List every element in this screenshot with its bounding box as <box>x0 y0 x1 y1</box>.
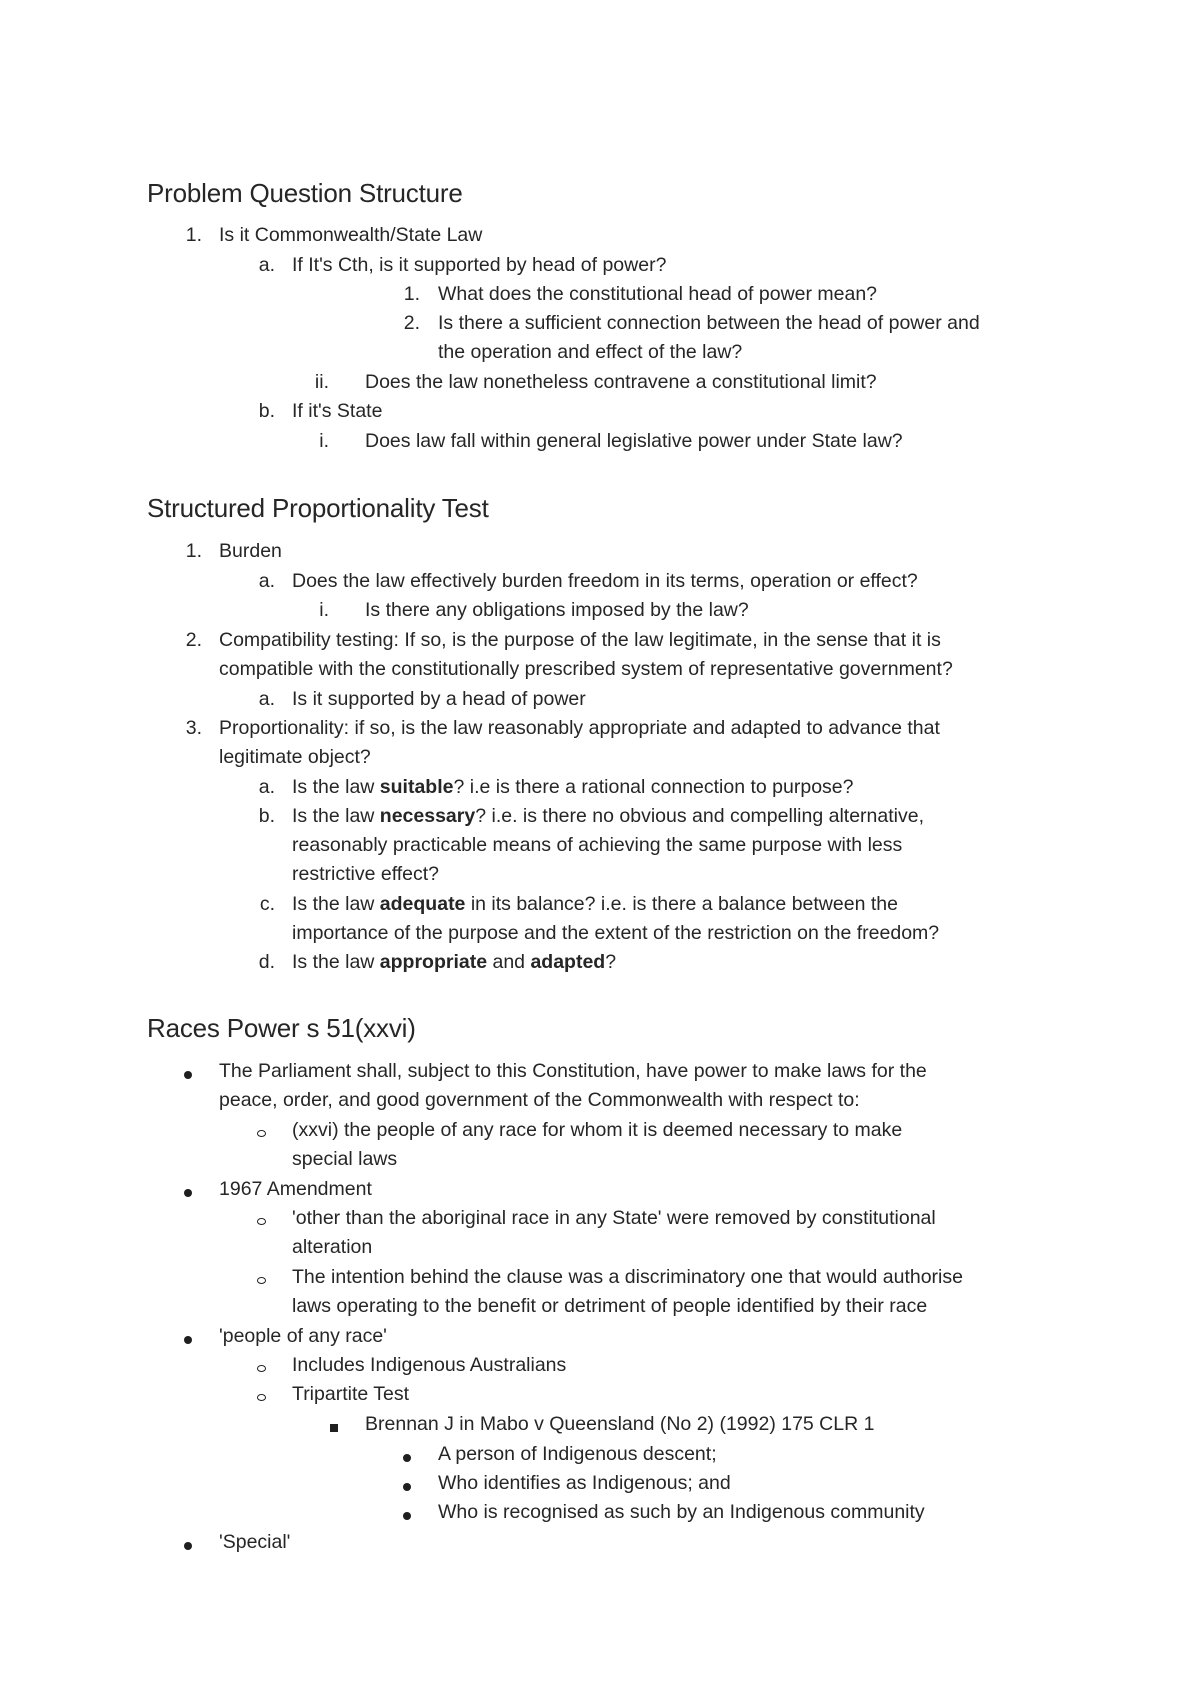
list-marker: b. <box>258 400 275 422</box>
list-marker: c. <box>259 893 275 915</box>
list-marker: 1. <box>185 540 202 562</box>
list-marker: a. <box>258 776 275 798</box>
list-item-continuation: peace, order, and good government of the Commonwealth with respect to: <box>219 1089 860 1111</box>
list-item-continuation: compatible with the constitutionally prescribed system of representative government? <box>219 658 953 680</box>
list-item: Proportionality: if so, is the law reasonably appropriate and adapted to advance that <box>219 717 940 739</box>
bullet-circle <box>257 1218 266 1225</box>
list-marker: b. <box>258 805 275 827</box>
list-item: 'Special' <box>219 1531 291 1553</box>
list-marker: 1. <box>185 224 202 246</box>
list-item: Is there any obligations imposed by the law? <box>365 599 749 621</box>
bullet-dot <box>184 1336 192 1344</box>
heading-structured-proportionality-test: Structured Proportionality Test <box>147 493 489 523</box>
bold-term: suitable <box>379 776 454 798</box>
bold-term: necessary <box>379 805 476 827</box>
bullet-dot <box>184 1071 192 1079</box>
list-item: If It's Cth, is it supported by head of power? <box>292 254 667 276</box>
list-marker: a. <box>258 570 275 592</box>
list-item: 1967 Amendment <box>219 1178 372 1200</box>
list-item: Is the law necessary? i.e. is there no obvious and compelling alternative, <box>292 805 924 827</box>
list-item: Burden <box>219 540 282 562</box>
list-item: Does the law nonetheless contravene a constitutional limit? <box>365 371 877 393</box>
list-item-continuation: special laws <box>292 1148 398 1170</box>
list-item-continuation: legitimate object? <box>219 746 371 768</box>
list-item: Includes Indigenous Australians <box>292 1354 567 1376</box>
bullet-dot <box>403 1512 411 1520</box>
list-marker: a. <box>258 688 275 710</box>
bullet-square <box>330 1424 338 1432</box>
list-item: If it's State <box>292 400 383 422</box>
list-item: 'other than the aboriginal race in any State' were removed by constitutional <box>292 1207 936 1229</box>
list-item: What does the constitutional head of power mean? <box>438 283 878 305</box>
bullet-dot <box>403 1483 411 1491</box>
bullet-circle <box>257 1365 266 1372</box>
list-marker: i. <box>319 430 329 452</box>
list-marker: ii. <box>314 371 329 393</box>
list-item: Compatibility testing: If so, is the purpose of the law legitimate, in the sense that it is <box>219 629 941 651</box>
list-item: Is the law suitable? i.e is there a rational connection to purpose? <box>292 776 854 798</box>
bold-term: adapted <box>530 951 606 973</box>
list-marker: 3. <box>185 717 202 739</box>
list-item-continuation: reasonably practicable means of achieving the same purpose with less <box>292 834 903 856</box>
list-item: Does the law effectively burden freedom in its terms, operation or effect? <box>292 570 918 592</box>
list-item: The intention behind the clause was a discriminatory one that would authorise <box>292 1266 963 1288</box>
list-item: Is the law adequate in its balance? i.e. is there a balance between the <box>292 893 898 915</box>
list-item: The Parliament shall, subject to this Constitution, have power to make laws for the <box>219 1060 927 1082</box>
bold-term: adequate <box>379 893 466 915</box>
list-marker: 2. <box>185 629 202 651</box>
list-item-continuation: importance of the purpose and the extent of the restriction on the freedom? <box>292 922 940 944</box>
list-item: Tripartite Test <box>292 1383 410 1405</box>
list-marker: d. <box>258 951 275 973</box>
bullet-dot <box>403 1454 411 1462</box>
heading-races-power: Races Power s 51(xxvi) <box>147 1013 416 1043</box>
list-item: Is it Commonwealth/State Law <box>219 224 483 246</box>
bold-term: appropriate <box>379 951 488 973</box>
list-item: Is it supported by a head of power <box>292 688 586 710</box>
list-item: Who identifies as Indigenous; and <box>438 1472 731 1494</box>
heading-problem-question-structure: Problem Question Structure <box>147 178 463 208</box>
list-item: Who is recognised as such by an Indigenous community <box>438 1501 925 1523</box>
list-item: 'people of any race' <box>219 1325 387 1347</box>
list-item: Is the law appropriate and adapted? <box>292 951 617 973</box>
list-item-continuation: laws operating to the benefit or detriment of people identified by their race <box>292 1295 928 1317</box>
bullet-dot <box>184 1189 192 1197</box>
bullet-circle <box>257 1277 266 1284</box>
list-item: A person of Indigenous descent; <box>438 1443 717 1465</box>
list-marker: i. <box>319 599 329 621</box>
list-item-continuation: alteration <box>292 1236 373 1258</box>
bullet-dot <box>184 1542 192 1550</box>
list-item: (xxvi) the people of any race for whom it is deemed necessary to make <box>292 1119 903 1141</box>
list-item: Brennan J in Mabo v Queensland (No 2) (1992) 175 CLR 1 <box>365 1413 875 1435</box>
bullet-circle <box>257 1394 266 1401</box>
list-item-continuation: restrictive effect? <box>292 863 440 885</box>
list-marker: 1. <box>403 283 420 305</box>
list-item: Is there a sufficient connection between the head of power and <box>438 312 980 334</box>
list-item-continuation: the operation and effect of the law? <box>438 341 743 363</box>
list-marker: a. <box>258 254 275 276</box>
list-item: Does law fall within general legislative power under State law? <box>365 430 903 452</box>
list-marker: 2. <box>403 312 420 334</box>
bullet-circle <box>257 1130 266 1137</box>
